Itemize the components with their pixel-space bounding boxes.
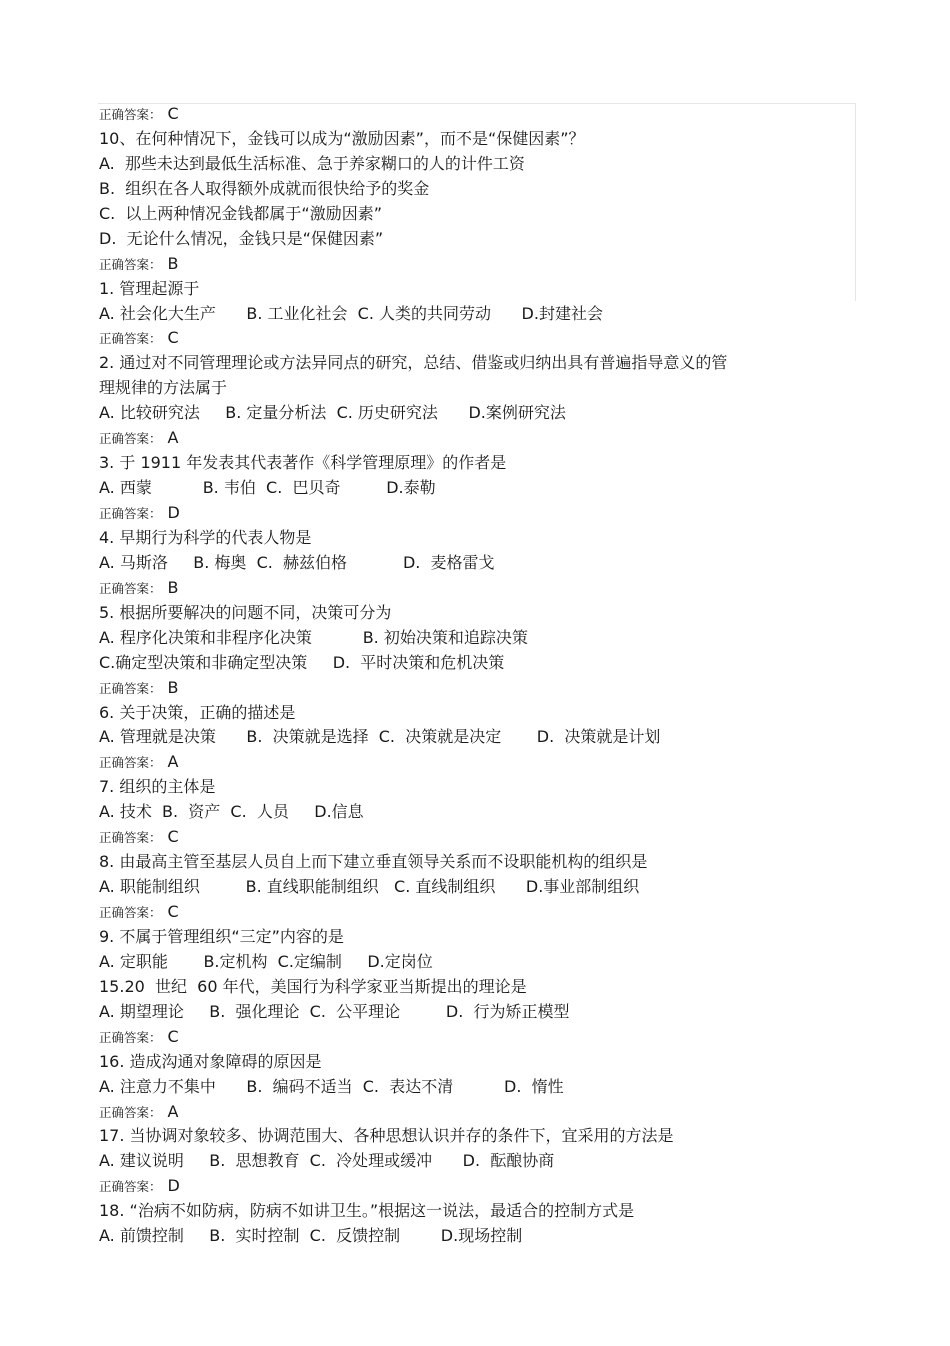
- answer-value: B: [167, 677, 179, 697]
- answer-value: C: [167, 827, 179, 847]
- answer-label: 正确答案：: [99, 431, 162, 447]
- answer-label: 正确答案：: [99, 905, 162, 920]
- text-line: A. 期望理论 B. 强化理论 C. 公平理论 D. 行为矫正模型: [99, 1001, 570, 1021]
- text-line: B. 组织在各人取得额外成就而很快给予的奖金: [99, 178, 430, 198]
- text-line: A. 技术 B. 资产 C. 人员 D.信息: [99, 802, 364, 822]
- text-line: A. 注意力不集中 B. 编码不适当 C. 表达不清 D. 惰性: [99, 1076, 564, 1096]
- text-line: 17. 当协调对象较多、协调范围大、各种思想认识并存的条件下，宜采用的方法是: [99, 1126, 674, 1146]
- answer-value: B: [167, 577, 179, 597]
- answer-label: 正确答案：: [99, 755, 162, 771]
- text-line: 5. 根据所要解决的问题不同，决策可分为: [99, 602, 392, 622]
- text-line: 15.20 世纪 60 年代，美国行为科学家亚当斯提出的理论是: [99, 976, 527, 996]
- answer-label: 正确答案：: [99, 107, 162, 122]
- text-line: 9. 不属于管理组织“三定”内容的是: [99, 926, 344, 946]
- text-line: C. 以上两种情况金钱都属于“激励因素”: [99, 203, 383, 223]
- answer-value: D: [167, 1176, 180, 1196]
- text-line: A. 程序化决策和非程序化决策 B. 初始决策和追踪决策: [99, 627, 528, 647]
- answer-line: [99, 576, 839, 601]
- answer-value: B: [167, 253, 179, 273]
- answer-label: 正确答案：: [99, 1104, 162, 1120]
- text-line: A. 管理就是决策 B. 决策就是选择 C. 决策就是决定 D. 决策就是计划: [99, 727, 661, 747]
- answer-line: [99, 750, 839, 775]
- text-line: A. 比较研究法 B. 定量分析法 C. 历史研究法 D.案例研究法: [99, 403, 566, 423]
- answer-value: C: [167, 104, 179, 123]
- text-line: A. 前馈控制 B. 实时控制 C. 反馈控制 D.现场控制: [99, 1226, 523, 1246]
- text-line: 18. “治病不如防病，防病不如讲卫生。”根据这一说法，最适合的控制方式是: [99, 1201, 635, 1221]
- answer-line: [99, 900, 839, 925]
- text-line: A. 社会化大生产 B. 工业化社会 C. 人类的共同劳动 D.封建社会: [99, 303, 603, 323]
- answer-label: 正确答案：: [99, 331, 162, 347]
- text-line: 7. 组织的主体是: [99, 777, 216, 797]
- answer-label: 正确答案：: [99, 830, 162, 846]
- answer-line: [99, 252, 839, 277]
- answer-label: 正确答案：: [99, 256, 162, 272]
- text-line: 16. 造成沟通对象障碍的原因是: [99, 1051, 322, 1071]
- answer-label: 正确答案：: [99, 580, 162, 596]
- answer-value: A: [167, 428, 179, 448]
- answer-value: C: [167, 1026, 179, 1046]
- text-line: 10、在何种情况下，金钱可以成为“激励因素”，而不是“保健因素”？: [99, 128, 585, 148]
- text-line: 3. 于 1911 年发表其代表著作《科学管理原理》的作者是: [99, 453, 507, 473]
- answer-label: 正确答案：: [99, 506, 162, 521]
- answer-line: [99, 426, 839, 451]
- text-line: 2. 通过对不同管理理论或方法异同点的研究，总结、借鉴或归纳出具有普遍指导意义的管: [99, 353, 728, 373]
- text-line: A. 建议说明 B. 思想教育 C. 冷处理或缓冲 D. 酝酿协商: [99, 1151, 555, 1171]
- frame-border-right: [855, 103, 856, 301]
- text-line: 6. 关于决策，正确的描述是: [99, 702, 296, 722]
- text-line: 8. 由最高主管至基层人员自上而下建立垂直领导关系而不设职能机构的组织是: [99, 852, 648, 872]
- answer-line: [99, 1174, 839, 1199]
- text-line: 理规律的方法属于: [99, 378, 228, 398]
- document-body: [99, 102, 839, 1249]
- text-line: A. 职能制组织 B. 直线职能制组织 C. 直线制组织 D.事业部制组织: [99, 877, 640, 897]
- answer-line: [99, 825, 839, 850]
- answer-value: A: [167, 1101, 179, 1121]
- text-line: D. 无论什么情况，金钱只是“保健因素”: [99, 228, 384, 248]
- answer-value: A: [167, 752, 179, 772]
- answer-line: [99, 1025, 839, 1050]
- answer-value: D: [167, 503, 180, 522]
- answer-line: [99, 326, 839, 351]
- text-line: A. 那些未达到最低生活标准、急于养家糊口的人的计件工资: [99, 153, 525, 173]
- text-line: A. 西蒙 B. 韦伯 C. 巴贝奇 D.泰勒: [99, 478, 436, 498]
- text-line: 1. 管理起源于: [99, 278, 200, 298]
- answer-value: C: [167, 328, 179, 348]
- text-line: A. 定职能 B.定机构 C.定编制 D.定岗位: [99, 951, 433, 971]
- text-line: C.确定型决策和非确定型决策 D. 平时决策和危机决策: [99, 652, 505, 672]
- answer-label: 正确答案：: [99, 1029, 162, 1045]
- answer-value: C: [167, 902, 179, 921]
- answer-label: 正确答案：: [99, 680, 162, 696]
- answer-line: [99, 1100, 839, 1125]
- answer-label: 正确答案：: [99, 1179, 162, 1195]
- text-line: A. 马斯洛 B. 梅奥 C. 赫兹伯格 D. 麦格雷戈: [99, 552, 495, 572]
- answer-line: [99, 102, 839, 127]
- answer-line: [99, 676, 839, 701]
- text-line: 4. 早期行为科学的代表人物是: [99, 527, 312, 547]
- answer-line: [99, 501, 839, 526]
